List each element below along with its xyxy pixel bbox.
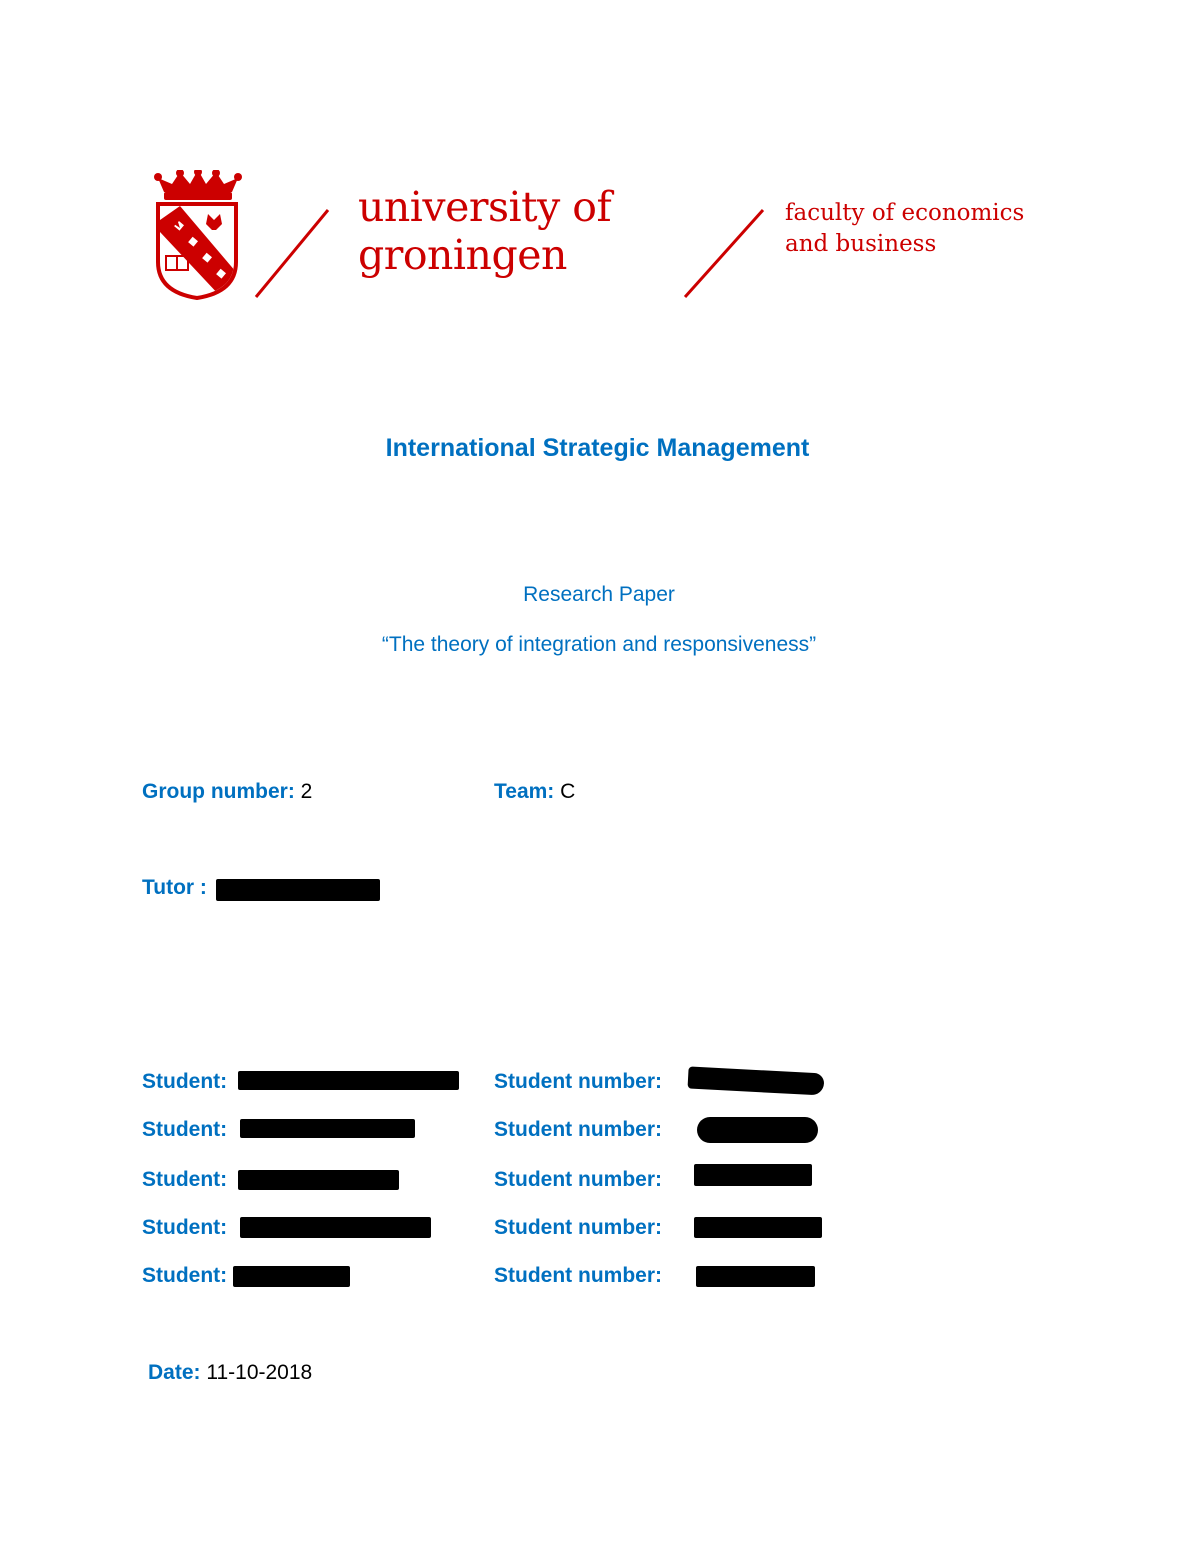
team-value: C <box>560 780 576 803</box>
student-name-redaction-3 <box>238 1170 399 1190</box>
course-title: International Strategic Management <box>385 434 810 462</box>
student-number-label-1: Student number: <box>494 1070 662 1093</box>
faculty-name-line1: faculty of economics <box>785 200 1025 226</box>
student-number-redaction-4 <box>694 1217 822 1238</box>
tutor-label: Tutor : <box>142 876 207 899</box>
student-label-1: Student: <box>142 1070 228 1093</box>
student-name-redaction-2 <box>240 1119 415 1138</box>
university-name-line2: groningen <box>358 231 567 279</box>
date-label: Date: <box>148 1361 201 1384</box>
date-value: 11-10-2018 <box>206 1361 313 1384</box>
student-name-redaction-4 <box>240 1217 431 1238</box>
student-label-5: Student: <box>142 1264 228 1287</box>
paper-title: “The theory of integration and responsiveness” <box>381 633 817 656</box>
university-name-line1: university of <box>358 183 612 231</box>
student-number-redaction-1 <box>688 1066 825 1095</box>
student-number-redaction-5 <box>696 1266 815 1287</box>
student-name-redaction-1 <box>238 1071 459 1090</box>
student-label-2: Student: <box>142 1118 228 1141</box>
tutor-field <box>142 876 207 900</box>
date-field <box>148 1361 312 1385</box>
student-number-label-5: Student number: <box>494 1264 662 1287</box>
student-number-label-2: Student number: <box>494 1118 662 1141</box>
group-number-label: Group number: <box>142 780 295 803</box>
student-label-3: Student: <box>142 1168 228 1191</box>
tutor-redaction <box>216 879 380 901</box>
student-number-label-3: Student number: <box>494 1168 662 1191</box>
student-name-redaction-5 <box>233 1266 350 1287</box>
group-number-value: 2 <box>300 780 313 803</box>
university-logo <box>150 170 1050 305</box>
team-field <box>494 780 575 804</box>
student-label-4: Student: <box>142 1216 228 1239</box>
student-number-redaction-2 <box>697 1117 818 1143</box>
document-type: Research Paper <box>523 583 675 606</box>
student-number-redaction-3 <box>694 1164 812 1186</box>
team-label: Team: <box>494 780 555 803</box>
student-number-label-4: Student number: <box>494 1216 662 1239</box>
faculty-name-line2: and business <box>785 231 937 257</box>
group-number-field <box>142 780 312 804</box>
